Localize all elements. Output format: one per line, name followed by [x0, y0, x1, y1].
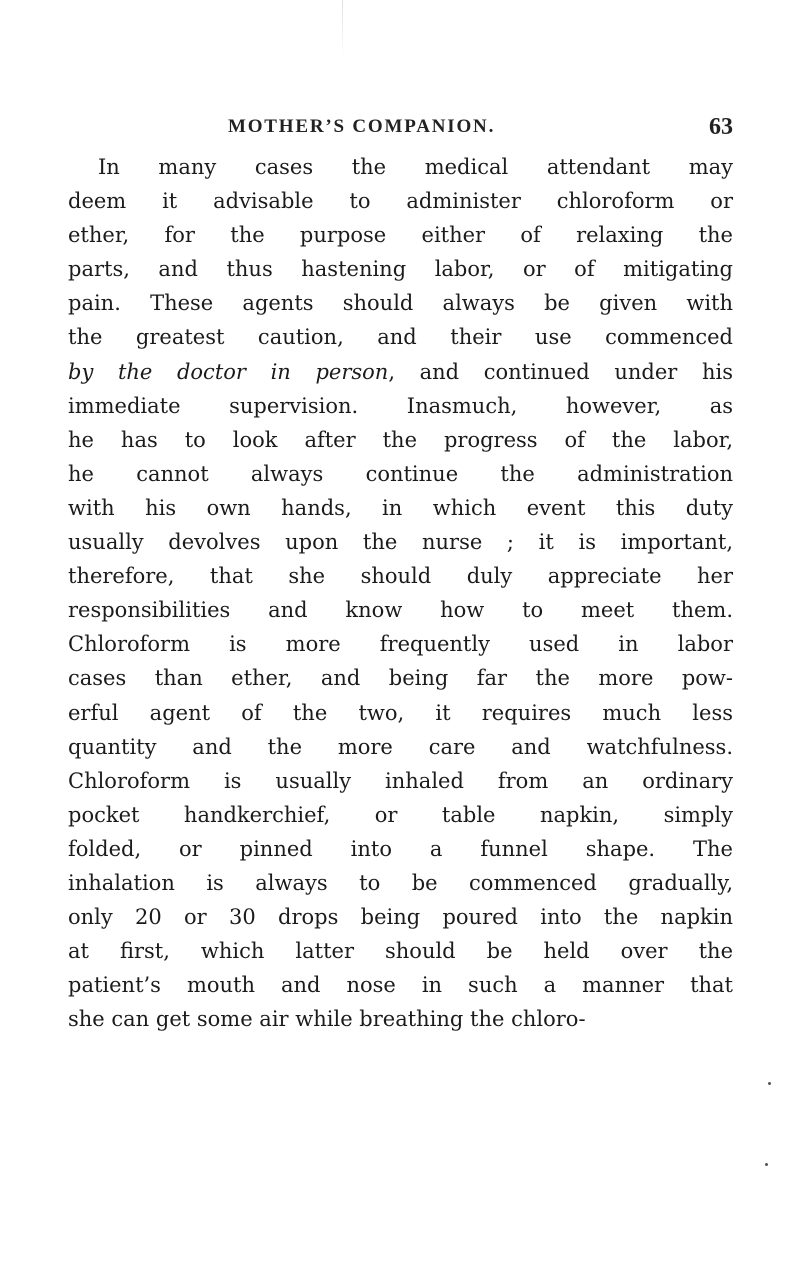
running-head	[68, 116, 733, 146]
text-line: he has to look after the progress of the labor,	[68, 427, 733, 452]
text-line: the greatest caution, and their use commenced	[68, 325, 733, 350]
text-line: immediate supervision. Inasmuch, however, as	[68, 393, 733, 418]
text-line: therefore, that she should duly appreciate her	[68, 564, 733, 589]
running-title: MOTHER’S COMPANION.	[228, 116, 496, 137]
ink-speck	[768, 1082, 771, 1085]
text-line: inhalation is always to be commenced gradually,	[68, 870, 733, 895]
text-line: she can get some air while breathing the chloro-	[68, 1007, 586, 1032]
text-line: only 20 or 30 drops being poured into the napkin	[68, 905, 733, 930]
text-line: usually devolves upon the nurse ; it is important,	[68, 530, 733, 555]
page-number: 63	[709, 114, 733, 140]
text-line: pocket handkerchief, or table napkin, simply	[68, 802, 733, 827]
text-line: In many cases the medical attendant may	[98, 155, 733, 179]
text-line: quantity and the more care and watchfulness.	[68, 734, 733, 759]
text-line: Chloroform is usually inhaled from an ordinary	[68, 768, 733, 793]
text-line: Chloroform is more frequently used in labor	[68, 632, 733, 657]
text-line: at first, which latter should be held over the	[68, 939, 733, 964]
text-line: he cannot always continue the administration	[68, 461, 733, 486]
body-paragraph	[68, 150, 733, 1036]
text-line: pain. These agents should always be given with	[68, 291, 733, 316]
text-line: deem it advisable to administer chloroform or	[68, 189, 733, 214]
text-line: cases than ether, and being far the more pow-	[68, 666, 733, 691]
text-line: responsibilities and know how to meet them.	[68, 598, 733, 623]
ink-speck	[765, 1163, 768, 1166]
text-line: with his own hands, in which event this duty	[68, 495, 733, 520]
text-line: patient’s mouth and nose in such a manner that	[68, 973, 733, 998]
text-line: parts, and thus hastening labor, or of mitigating	[68, 257, 733, 282]
emphasized-phrase: by the doctor in person	[68, 359, 389, 384]
text-line: erful agent of the two, it requires much less	[68, 700, 733, 725]
text-line-with-emphasis	[68, 355, 733, 389]
text-line: ether, for the purpose either of relaxing the	[68, 223, 733, 248]
page-crease	[342, 0, 343, 60]
text-line-rest: , and continued under his	[388, 359, 733, 384]
text-line: folded, or pinned into a funnel shape. The	[68, 836, 733, 861]
